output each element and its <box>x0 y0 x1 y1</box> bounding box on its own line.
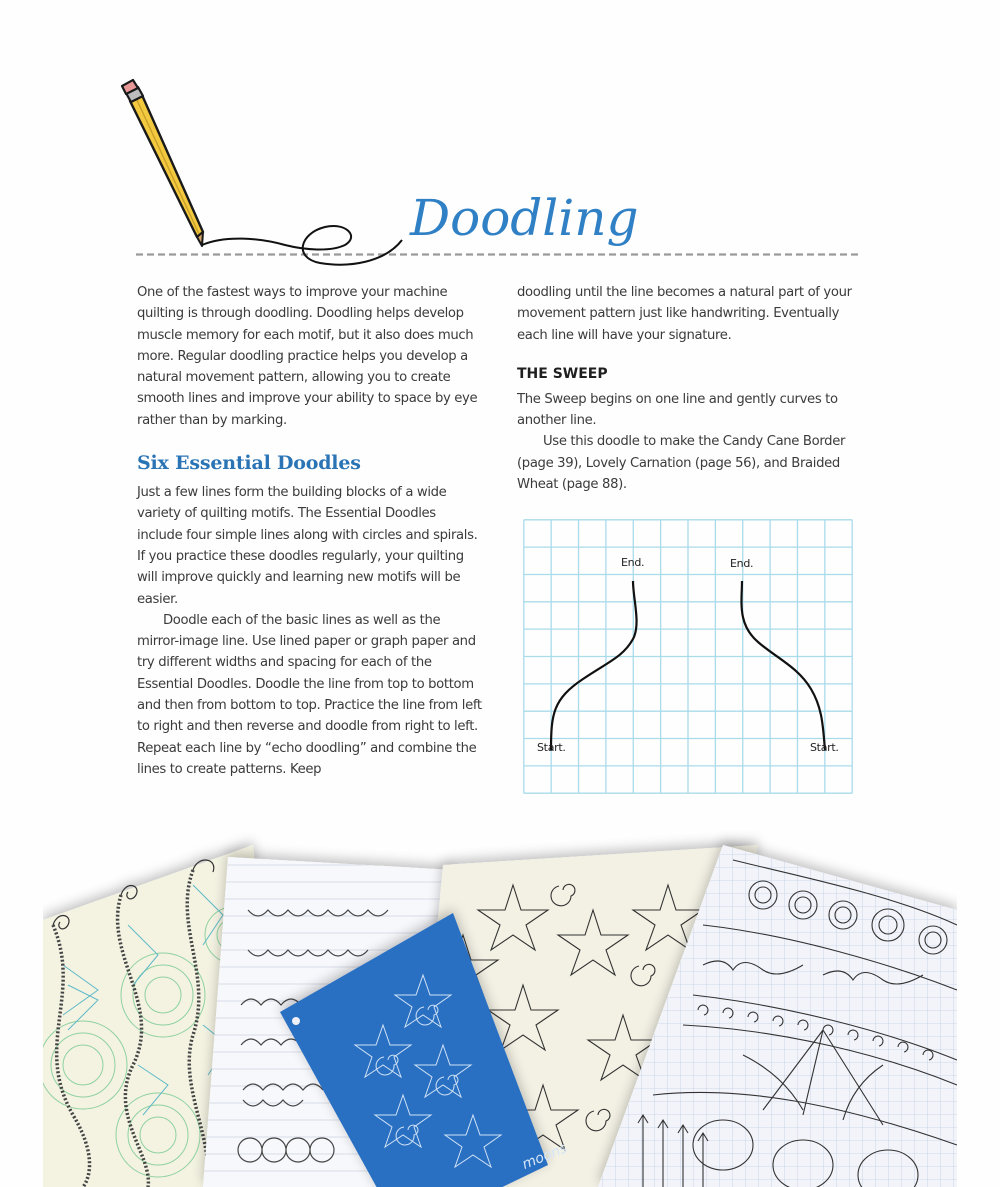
left-sweep-curve <box>551 581 637 750</box>
left-end-label: End. <box>621 556 645 569</box>
sweep-diagram <box>523 519 853 794</box>
doodle-papers-photo <box>43 815 957 1187</box>
section-paragraph-1: Just a few lines form the building blocks of a wide variety of quilting motifs. The Essential Doodles include four simple lines along with circles and spirals. If you practice these doodles regularly, your quilting will improve quickly and learning new motifs will be easier. <box>137 485 478 607</box>
graph-grid <box>524 520 852 793</box>
blue-card-handwriting: moons <box>520 1140 570 1173</box>
section-paragraph-2: Doodle each of the basic lines as well as the mirror-image line. Use lined paper or graph paper and try different widths and spacing for each of the Essential Doodles. Doodle the line from top to bottom and then from bottom to top. Practice the line from left to right and then reverse and doodle from right to left. Repeat each line by “echo doodling” and combine the lines to create patterns. Keep <box>137 612 482 777</box>
section-heading: Six Essential Doodles <box>137 452 361 475</box>
intro-paragraph: One of the fastest ways to improve your machine quilting is through doodling. Doodling helps develop muscle memory for each motif, but it also does much more. Regular doodling practice helps you develop a natural movement pattern, allowing you to create smooth lines and improve your ability to space by eye rather than by marking. <box>137 285 478 428</box>
right-sweep-curve <box>741 581 825 750</box>
right-start-label: Start. <box>810 741 839 754</box>
left-column <box>137 282 482 780</box>
pencil-icon <box>122 80 203 246</box>
scribble-line <box>202 226 402 265</box>
left-start-label: Start. <box>537 741 566 754</box>
right-column <box>517 282 862 495</box>
sweep-paragraph-2: Use this doodle to make the Candy Cane Border (page 39), Lovely Carnation (page 56), and Braided Wheat (page 88). <box>517 434 846 493</box>
sweep-paragraph-1: The Sweep begins on one line and gently curves to another line. <box>517 391 838 429</box>
continued-paragraph: doodling until the line becomes a natural part of your movement pattern just like handwriting. Eventually each line will have your signature. <box>517 285 852 343</box>
sweep-heading: THE SWEEP <box>517 365 608 382</box>
right-end-label: End. <box>730 557 754 570</box>
page-title: Doodling <box>410 189 639 247</box>
